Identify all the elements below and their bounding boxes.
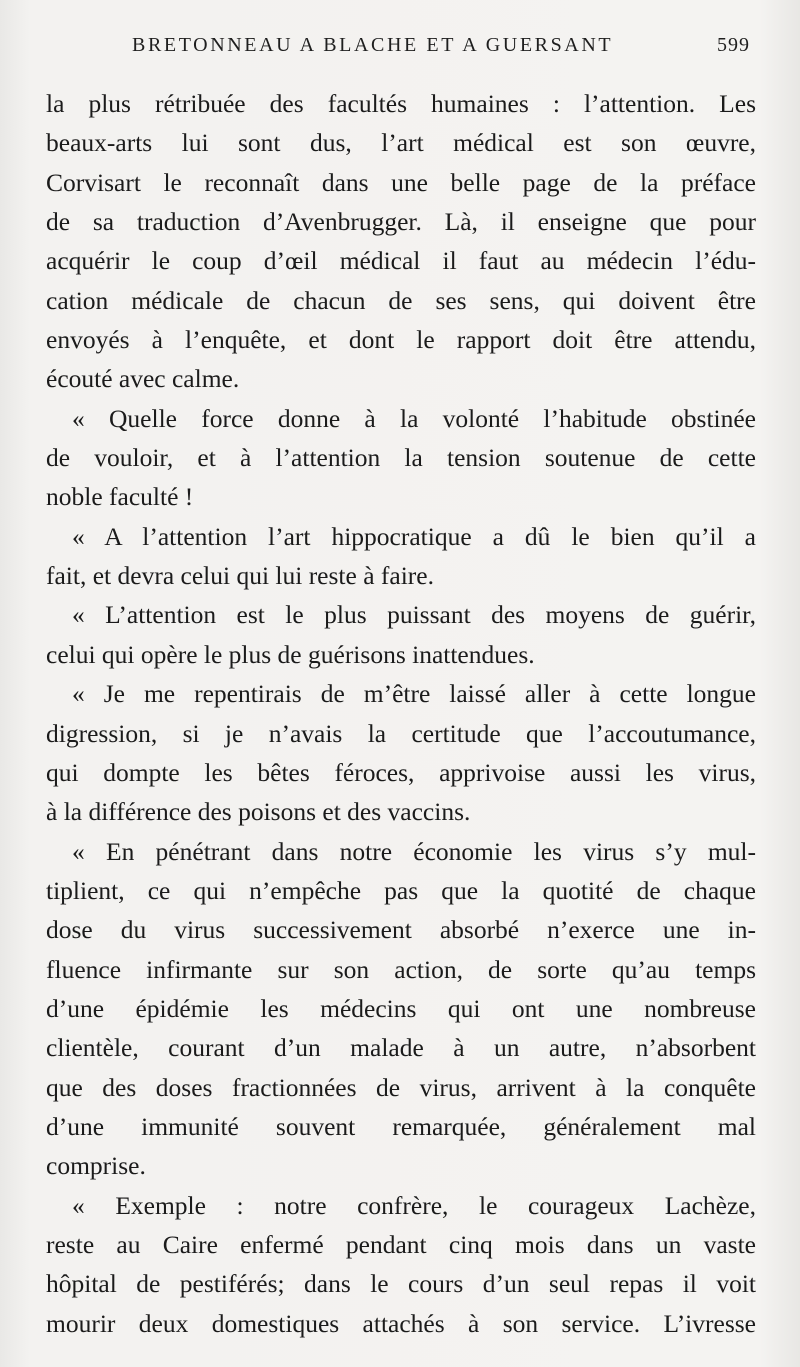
text-line: comprise. [46, 1151, 146, 1181]
text-line: « L’attention est le plus puissant des moyens de guérir, [72, 600, 756, 630]
text-line: d’une épidémie les médecins qui ont une nombreuse [46, 993, 756, 1023]
text-line: de vouloir, et à l’attention la tension soutenue de cette [46, 443, 756, 473]
text-line: fait, et devra celui qui lui reste à faire. [46, 561, 434, 591]
text-line: « Quelle force donne à la volonté l’habitude obstinée [72, 403, 756, 433]
text-line: clientèle, courant d’un malade à un autre, n’absorbent [46, 1033, 756, 1063]
text-line: « A l’attention l’art hippocratique a dû le bien qu’il a [72, 521, 756, 551]
text-line: de sa traduction d’Avenbrugger. Là, il enseigne que pour [46, 207, 756, 237]
text-line: « En pénétrant dans notre économie les virus s’y mul- [72, 836, 756, 866]
text-line: fluence infirmante sur son action, de sorte qu’au temps [46, 954, 756, 984]
text-line: reste au Caire enfermé pendant cinq mois dans un vaste [46, 1229, 756, 1259]
page-number: 599 [717, 34, 750, 56]
text-line: à la différence des poisons et des vaccins. [46, 797, 471, 827]
page-header [0, 34, 800, 64]
text-line: écouté avec calme. [46, 364, 240, 394]
running-head: BRETONNEAU A BLACHE ET A GUERSANT [132, 34, 614, 56]
text-line: beaux-arts lui sont dus, l’art médical est son œuvre, [46, 128, 756, 158]
text-line: Corvisart le reconnaît dans une belle page de la préface [46, 167, 756, 197]
text-line: noble faculté ! [46, 482, 194, 512]
text-line: « Exemple : notre confrère, le courageux Lachèze, [72, 1190, 756, 1220]
text-line: tiplient, ce qui n’empêche pas que la quotité de chaque [46, 875, 756, 905]
text-line: d’une immunité souvent remarquée, généralement mal [46, 1111, 756, 1141]
text-line: hôpital de pestiférés; dans le cours d’un seul repas il voit [46, 1269, 756, 1299]
text-line: celui qui opère le plus de guérisons inattendues. [46, 639, 535, 669]
text-line: digression, si je n’avais la certitude que l’accoutumance, [46, 718, 756, 748]
body-text [46, 84, 756, 1343]
text-line: la plus rétribuée des facultés humaines : l’attention. Les [46, 89, 756, 118]
text-line: dose du virus successivement absorbé n’exerce une in- [46, 915, 756, 945]
text-line: mourir deux domestiques attachés à son service. L’ivresse [46, 1308, 756, 1338]
text-line: envoyés à l’enquête, et dont le rapport doit être attendu, [46, 325, 756, 355]
text-line: que des doses fractionnées de virus, arrivent à la conquête [46, 1072, 756, 1102]
text-line: qui dompte les bêtes féroces, apprivoise aussi les virus, [46, 757, 756, 787]
text-line: cation médicale de chacun de ses sens, qui doivent être [46, 285, 756, 315]
text-line: acquérir le coup d’œil médical il faut au médecin l’édu- [46, 246, 756, 276]
text-line: « Je me repentirais de m’être laissé aller à cette longue [72, 679, 756, 709]
